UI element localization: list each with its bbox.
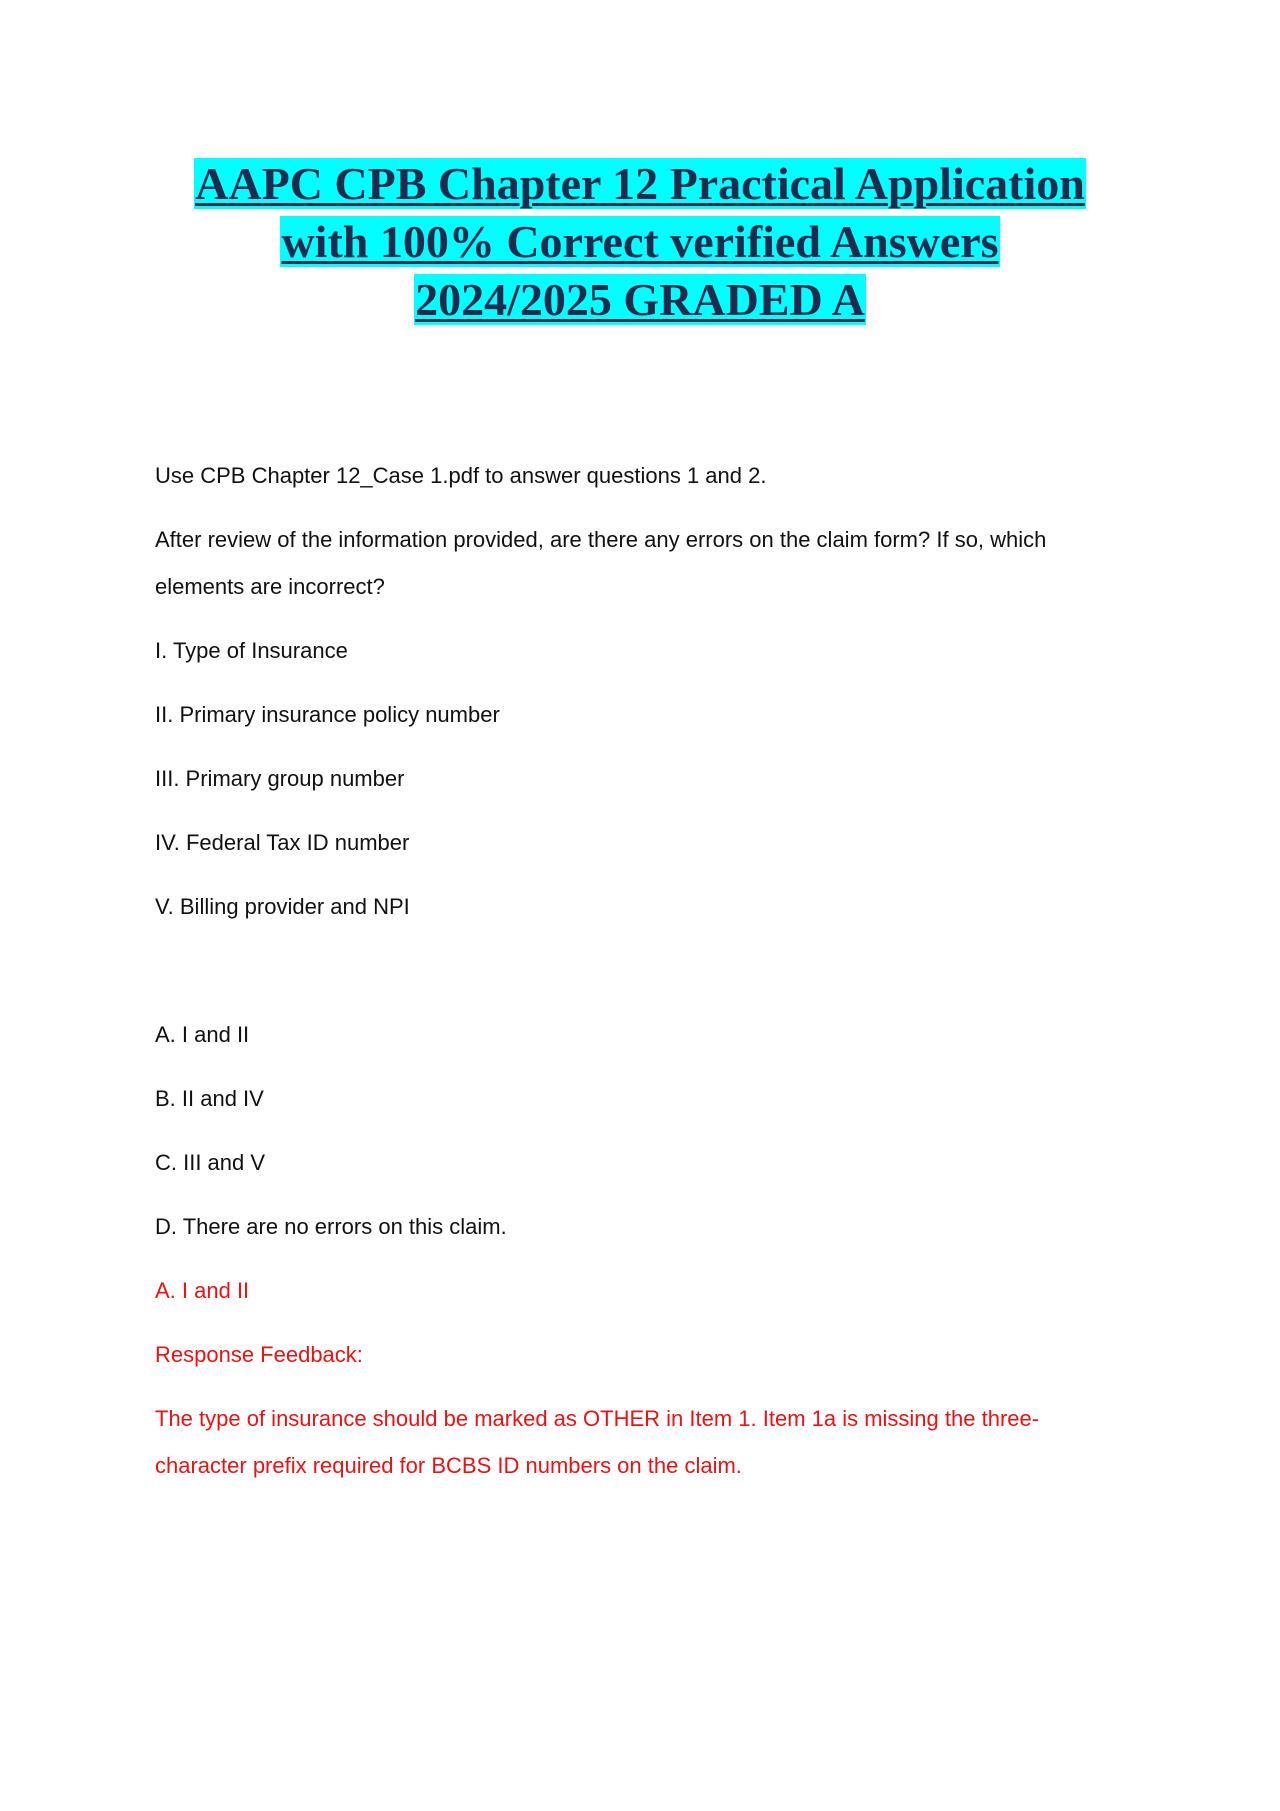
option-a: A. I and II [155, 1022, 250, 1047]
option-d: D. There are no errors on this claim. [155, 1214, 507, 1239]
instruction-text: Use CPB Chapter 12_Case 1.pdf to answer questions 1 and 2. [155, 463, 767, 488]
correct-answer: A. I and II [155, 1278, 250, 1303]
item-2: II. Primary insurance policy number [155, 702, 500, 727]
option-c: C. III and V [155, 1150, 266, 1175]
feedback-text: The type of insurance should be marked as OTHER in Item 1. Item 1a is missing the three-character prefix required for BCBS ID numbers on the claim. [155, 1406, 1040, 1478]
option-b: B. II and IV [155, 1086, 264, 1111]
item-3: III. Primary group number [155, 766, 405, 791]
spacer [155, 947, 1125, 1011]
title-line-3: 2024/2025 GRADED A [415, 274, 865, 325]
title-line-2: with 100% Correct verified Answers [281, 216, 999, 267]
question-text: After review of the information provided, are there any errors on the claim form? If so, which elements are incorrect? [155, 527, 1047, 599]
item-1: I. Type of Insurance [155, 638, 348, 663]
item-5: V. Billing provider and NPI [155, 894, 410, 919]
document-body [155, 452, 1125, 1506]
item-4: IV. Federal Tax ID number [155, 830, 410, 855]
document-title [140, 155, 1140, 329]
title-line-1: AAPC CPB Chapter 12 Practical Application [195, 158, 1085, 209]
feedback-label: Response Feedback: [155, 1342, 363, 1367]
